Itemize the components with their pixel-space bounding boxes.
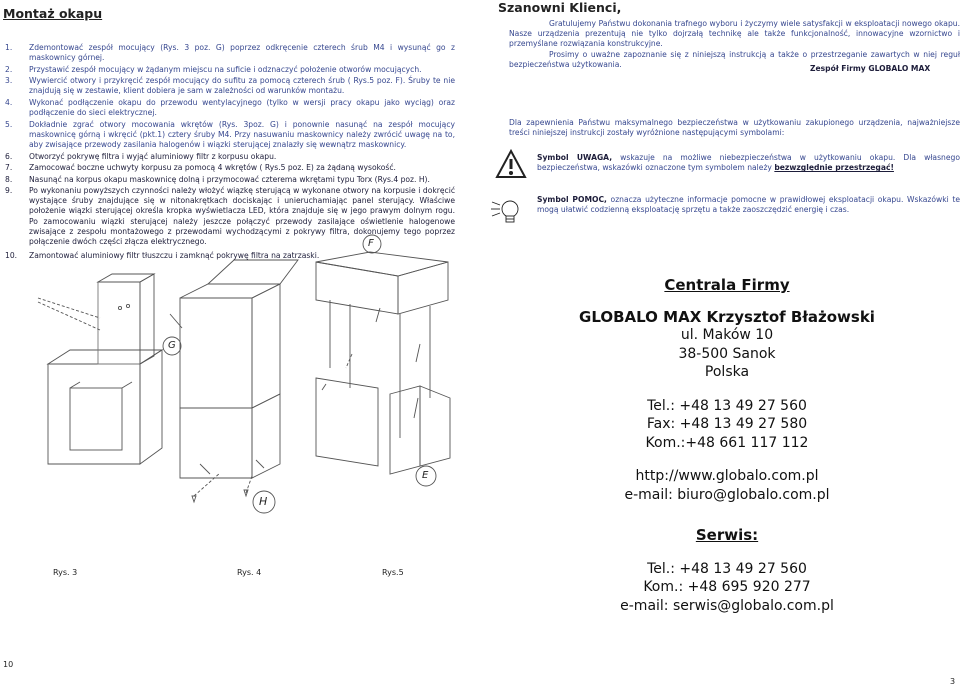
list-item: 4. Wykonać podłączenie okapu do przewodu wentylacyjnego (tylko w wersji pracy okapu jako wyciąg) oraz podłączenie do sieci elektrycznej. [5, 97, 455, 118]
service-email[interactable]: e-mail: serwis@globalo.com.pl [620, 597, 834, 614]
figure-rys-3 [38, 274, 162, 464]
intro-paragraph-2: Prosimy o uważne zapoznanie się z niniejszą instrukcją a także o przestrzeganie zawartych w niej reguł bezpieczeństwa użytkowania. [509, 49, 960, 69]
callout-g-label: G [168, 340, 176, 351]
list-item: 5. Dokładnie zgrać otwory mocowania wkrętów (Rys. 3poz. G) i ponownie nasunąć na zespół mocujący maskownicę górną i wkręcić (pkt.1) cztery śruby M4. Przy nasuwaniu maskownicy należy zwrócić uwagę na to, aby zwisające przewody zasilania halogenów i wiązki sterującej znalazły się wewnątrz maskownicy. [5, 119, 455, 150]
right-page-number: 3 [950, 677, 956, 686]
list-item: 9. Po wykonaniu powyższych czynności należy włożyć wiązkę sterującą w wykonane otwory na korpusie i dokręcić wystające śruby znajdujące się w nitonakrętkach dociskając i unieruchamiając panel sterujący. Właściwe położenie wiązki sterującej określa kropka wyświetlacza LED, która znajduje się w jego prawym dolnym rogu. Po zamocowaniu wiązki sterującej należy jeszcze połączyć przewody zasilające oświetlenie halogenowe zwisające z zespołu montażowego z przewodami wychodzącymi z pokrywy filtra, dokonujemy tego poprzez połączenie dwóch części złącza elektrycznego. [5, 186, 455, 247]
symbol-warning: Symbol UWAGA, wskazuje na możliwe niebezpieczeństwa w użytkowaniu okapu. Dla własnego bezpieczeństwa, wskazówki oznaczone tym symbolem należy bezwzględnie przestrzegać! [537, 153, 960, 173]
intro-paragraph-1: Gratulujemy Państwu dokonania trafnego wyboru i życzymy wiele satysfakcji w eksploatacji nowego okapu. Nasze urządzenia prezentują nie tylko dojrzałą technikę ale także funkcjonalność, innowacyjne wzornictwo i przemyślane rozwiązania konstrukcyjne. [509, 19, 960, 49]
caption-rys-3: Rys. 3 [53, 568, 78, 577]
hq-city: 38-500 Sanok [678, 345, 776, 362]
service-mobile: Kom.: +48 695 920 277 [643, 579, 811, 595]
hq-heading: Centrala Firmy [664, 276, 790, 294]
warning-triangle-icon [496, 150, 526, 178]
team-signature: Zespół Firmy GLOBALO MAX [810, 64, 931, 73]
callout-h-label: H [259, 495, 268, 508]
callout-e-label: E [422, 470, 429, 481]
list-item: 2. Przystawić zespół mocujący w żądanym miejscu na suficie i odznaczyć położenie otworów mocujących. [5, 64, 422, 74]
hq-email[interactable]: e-mail: biuro@globalo.com.pl [624, 486, 830, 503]
list-item: 1. Zdemontować zespół mocujący (Rys. 3 poz. G) poprzez odkręcenie czterech śrub M4 i wysunąć go z maskownicy górnej. [5, 43, 455, 63]
caption-rys-5: Rys.5 [382, 568, 404, 577]
caption-rys-4: Rys. 4 [237, 568, 262, 577]
service-phone: Tel.: +48 13 49 27 560 [647, 560, 807, 577]
callout-f-label: F [368, 238, 374, 249]
left-page-title: Montaż okapu [3, 6, 103, 21]
hq-phone: Tel.: +48 13 49 27 560 [647, 397, 807, 414]
list-item: 8. Nasunąć na korpus okapu maskownicę dolną i przymocować czterema wkrętami typu Torx (Rys.4 poz. H). [5, 174, 430, 184]
list-item: 10. Zamontować aluminiowy filtr tłuszczu i zamknąć pokrywę filtra na zatrzaski. [5, 251, 320, 261]
installation-steps [3, 43, 455, 263]
right-page-title: Szanowni Klienci, [498, 0, 622, 15]
safety-description: Dla zapewnienia Państwu maksymalnego bezpieczeństwa w użytkowaniu zakupionego urządzenia, najważniejsze treści niniejszej instrukcji zostały wyróżnione następującymi symbolami: [509, 118, 960, 138]
lightbulb-icon [490, 198, 524, 226]
service-heading: Serwis: [695, 526, 759, 544]
hq-street: ul. Maków 10 [680, 327, 774, 343]
symbol-help: Symbol POMOC, oznacza użyteczne informacje pomocne w prawidłowej eksploatacji okapu. Wskazówki te mogą ułatwić codzienną eksploatację sprzętu a także zaoszczędzić energię i czas. [537, 195, 960, 215]
hq-fax: Fax: +48 13 49 27 580 [646, 416, 808, 432]
intro-text [509, 19, 960, 70]
company-name: GLOBALO MAX Krzysztof Błażowski [579, 307, 875, 326]
list-item: 3. Wywiercić otwory i przykręcić zespół mocujący do sufitu za pomocą czterech śrub ( Rys.5 poz. F). Śruby te nie znajdują się w zestawie, klient dobiera je sam w zależności od warunków montażu. [5, 76, 455, 96]
hq-website[interactable]: http://www.globalo.com.pl [635, 468, 819, 484]
list-item: 7. Zamocować boczne uchwyty korpusu za pomocą 4 wkrętów ( Rys.5 poz. E) za żądaną wysokość. [5, 163, 396, 173]
left-page-number: 10 [3, 660, 14, 669]
assembly-drawing [0, 238, 480, 568]
figure-rys-5 [316, 252, 450, 474]
hq-country: Polska [704, 364, 750, 380]
list-item: 6. Otworzyć pokrywę filtra i wyjąć aluminiowy filtr z korpusu okapu. [5, 151, 277, 161]
figure-rys-4 [170, 260, 298, 502]
company-headquarters [547, 276, 907, 615]
hq-mobile: Kom.:+48 661 117 112 [645, 434, 809, 451]
